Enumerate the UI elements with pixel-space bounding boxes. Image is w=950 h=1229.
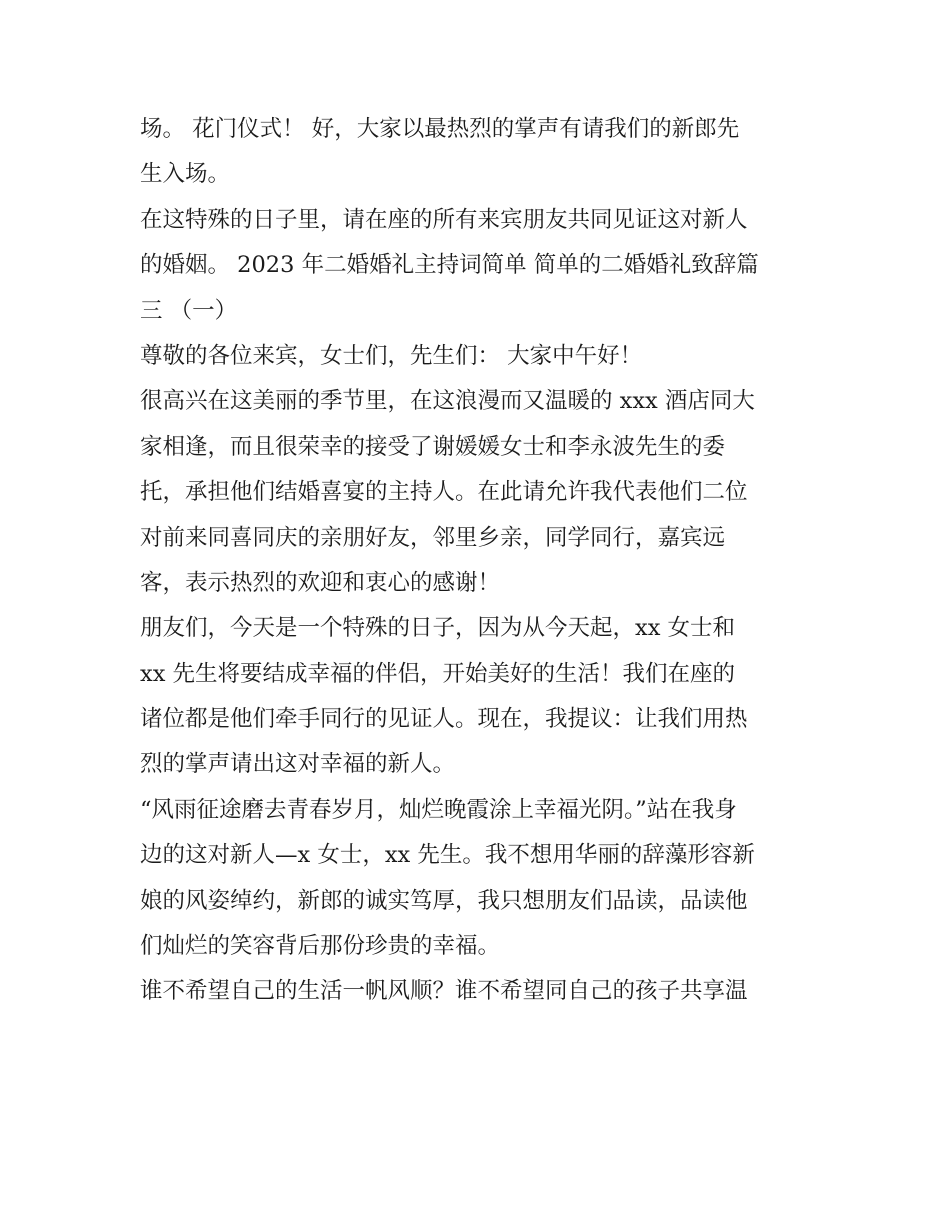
text-line: xx 先生将要结成幸福的伴侣，开始美好的生活！我们在座的 xyxy=(140,660,736,687)
text-line: 很高兴在这美丽的季节里，在这浪漫而又温暖的 xxx 酒店同大 xyxy=(140,388,755,415)
text-line: 们灿烂的笑容背后那份珍贵的幸福。 xyxy=(140,933,501,960)
text-line: “风雨征途磨去青春岁月，灿烂晚霞涂上幸福光阴。”站在我身 xyxy=(140,796,737,823)
text-line: 对前来同喜同庆的亲朋好友，邻里乡亲，同学同行，嘉宾远 xyxy=(140,524,726,551)
text-line: 的婚姻。 2023 年二婚婚礼主持词简单 简单的二婚婚礼致辞篇 xyxy=(140,252,759,279)
text-line: 诸位都是他们牵手同行的见证人。现在，我提议：让我们用热 xyxy=(140,706,748,733)
text-line: 家相逢，而且很荣幸的接受了谢媛媛女士和李永波先生的委 xyxy=(140,433,726,460)
text-line: 烈的掌声请出这对幸福的新人。 xyxy=(140,751,456,778)
text-line: 托，承担他们结婚喜宴的主持人。在此请允许我代表他们二位 xyxy=(140,479,748,506)
text-line: 场。 花门仪式！ 好，大家以最热烈的掌声有请我们的新郎先 xyxy=(140,116,740,142)
text-line: 谁不希望自己的生活一帆风顺？谁不希望同自己的孩子共享温 xyxy=(140,978,748,1005)
text-line: 三 （一） xyxy=(140,297,238,324)
text-line: 娘的风姿绰约，新郎的诚实笃厚，我只想朋友们品读，品读他 xyxy=(140,887,748,914)
text-line: 在这特殊的日子里，请在座的所有来宾朋友共同见证这对新人 xyxy=(140,206,748,233)
text-line: 生入场。 xyxy=(140,161,231,188)
text-line: 边的这对新人—x 女士，xx 先生。我不想用华丽的辞藻形容新 xyxy=(140,842,755,869)
text-line: 客，表示热烈的欢迎和衷心的感谢！ xyxy=(140,569,501,596)
text-line: 朋友们，今天是一个特殊的日子，因为从今天起，xx 女士和 xyxy=(140,615,736,642)
text-line: 尊敬的各位来宾，女士们，先生们： 大家中午好！ xyxy=(140,342,643,369)
document-body xyxy=(140,107,816,1015)
